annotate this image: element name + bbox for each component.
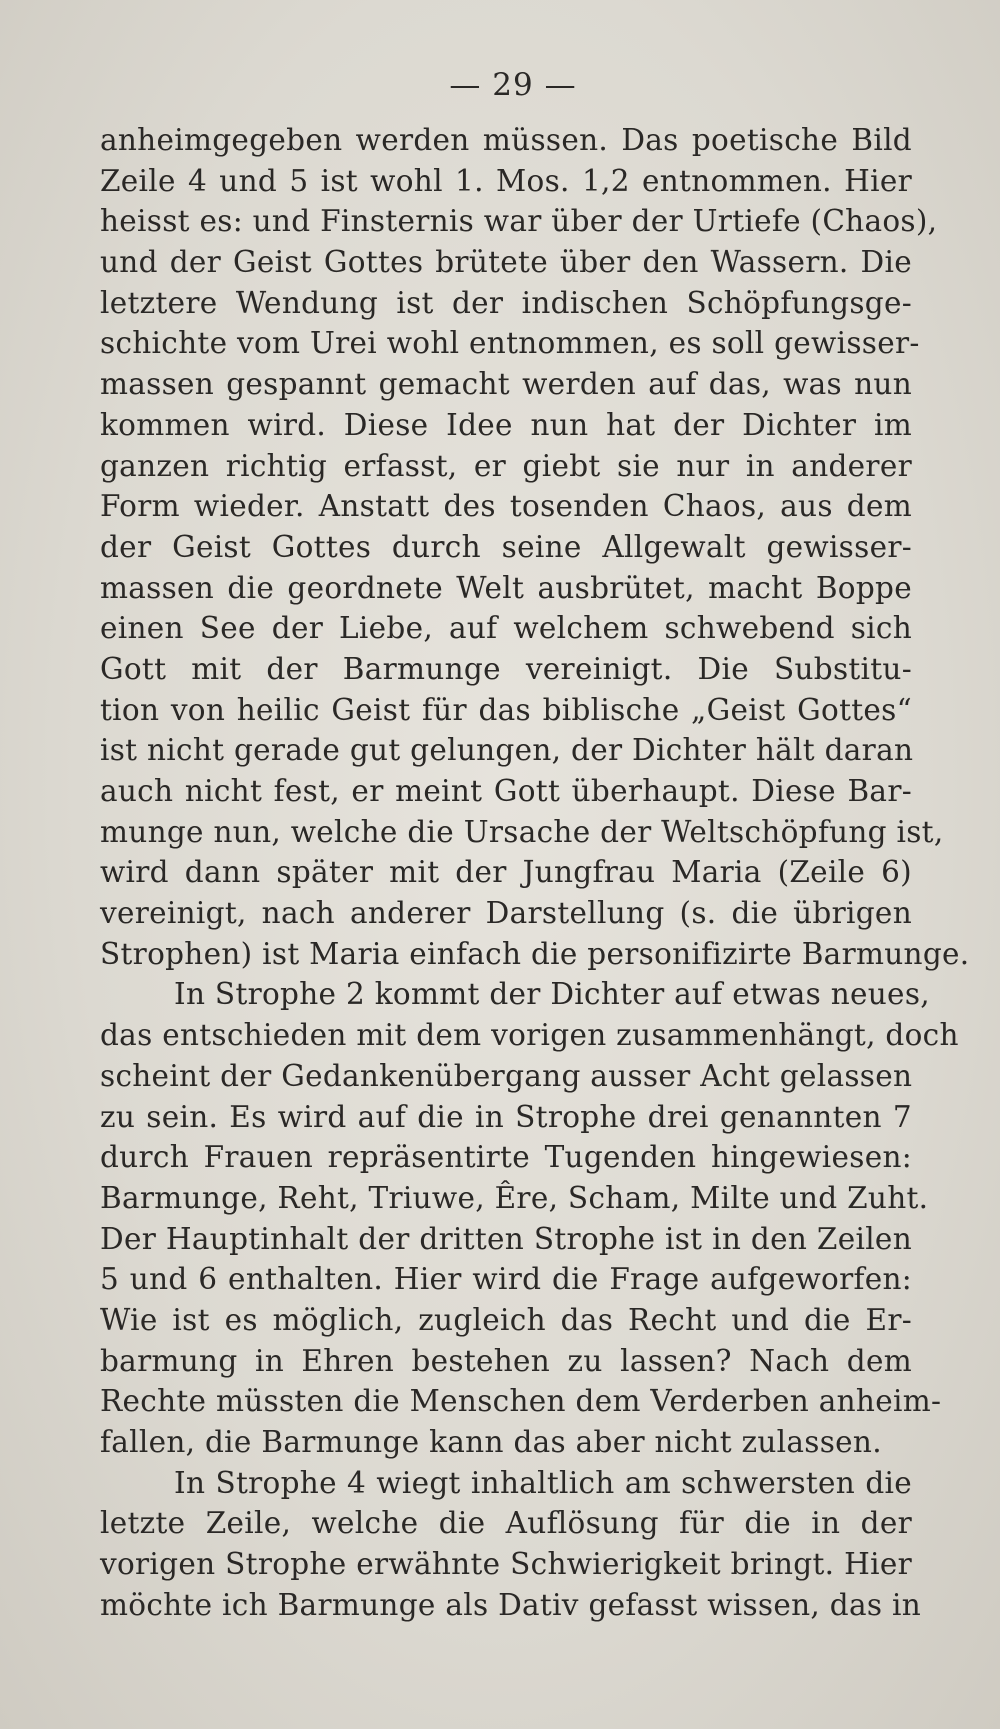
text-line: Rechte müssten die Menschen dem Verderben anheim- <box>100 1384 942 1419</box>
text-line: Form wieder. Anstatt des tosenden Chaos, aus dem <box>100 489 912 524</box>
text-line: und der Geist Gottes brütete über den Wassern. Die <box>100 245 912 280</box>
text-line: kommen wird. Diese Idee nun hat der Dichter im <box>100 407 912 442</box>
text-line: letztere Wendung ist der indischen Schöpfungsge- <box>100 285 912 320</box>
text-line: In Strophe 2 kommt der Dichter auf etwas neues, <box>174 977 930 1012</box>
text-line: fallen, die Barmunge kann das aber nicht zulassen. <box>100 1425 882 1459</box>
text-line: 5 und 6 enthalten. Hier wird die Frage aufgeworfen: <box>100 1262 912 1297</box>
text-line: massen gespannt gemacht werden auf das, was nun <box>100 367 912 402</box>
text-line: massen die geordnete Welt ausbrütet, macht Boppe <box>100 570 912 605</box>
text-line: vorigen Strophe erwähnte Schwierigkeit bringt. Hier <box>100 1547 912 1582</box>
text-line: Zeile 4 und 5 ist wohl 1. Mos. 1,2 entnommen. Hier <box>100 163 912 198</box>
text-line: vereinigt, nach anderer Darstellung (s. die übrigen <box>100 896 912 931</box>
text-line: anheimgegeben werden müssen. Das poetische Bild <box>100 123 912 157</box>
text-line: auch nicht fest, er meint Gott überhaupt. Diese Bar- <box>100 774 912 808</box>
text-line: das entschieden mit dem vorigen zusammenhängt, doch <box>100 1018 959 1053</box>
text-line: einen See der Liebe, auf welchem schwebend sich <box>100 611 912 646</box>
text-line: heisst es: und Finsternis war über der Urtiefe (Chaos), <box>100 204 938 239</box>
text-line: möchte ich Barmunge als Dativ gefasst wissen, das in <box>100 1587 922 1622</box>
page-number: — 29 — <box>449 67 577 103</box>
text-line: letzte Zeile, welche die Auflösung für die in der <box>100 1506 912 1541</box>
text-line: tion von heilic Geist für das biblische „Geist Gottes“ <box>100 692 912 727</box>
text-line: ganzen richtig erfasst, er giebt sie nur in anderer <box>100 448 912 483</box>
text-line: wird dann später mit der Jungfrau Maria (Zeile 6) <box>100 855 912 890</box>
text-line: Gott mit der Barmunge vereinigt. Die Substitu- <box>100 651 912 686</box>
text-line: scheint der Gedankenübergang ausser Acht gelassen <box>100 1058 913 1093</box>
text-line: In Strophe 4 wiegt inhaltlich am schwersten die <box>174 1465 912 1500</box>
text-line: Wie ist es möglich, zugleich das Recht und die Er- <box>100 1302 912 1337</box>
text-line: durch Frauen repräsentirte Tugenden hingewiesen: <box>100 1140 912 1175</box>
text-line: der Geist Gottes durch seine Allgewalt gewisser- <box>100 529 912 564</box>
text-line: Der Hauptinhalt der dritten Strophe ist in den Zeilen <box>100 1221 912 1256</box>
text-line: barmung in Ehren bestehen zu lassen? Nach dem <box>100 1343 912 1378</box>
text-line: Strophen) ist Maria einfach die personifizirte Barmunge. <box>100 936 970 971</box>
text-line: munge nun, welche die Ursache der Weltschöpfung ist, <box>100 814 944 849</box>
text-line: zu sein. Es wird auf die in Strophe drei genannten 7 <box>100 1099 912 1134</box>
text-line: Barmunge, Reht, Triuwe, Êre, Scham, Milte und Zuht. <box>100 1180 929 1215</box>
text-line: ist nicht gerade gut gelungen, der Dichter hält daran <box>100 733 914 768</box>
text-line: schichte vom Urei wohl entnommen, es soll gewisser- <box>100 326 920 361</box>
body-text <box>100 120 970 1625</box>
